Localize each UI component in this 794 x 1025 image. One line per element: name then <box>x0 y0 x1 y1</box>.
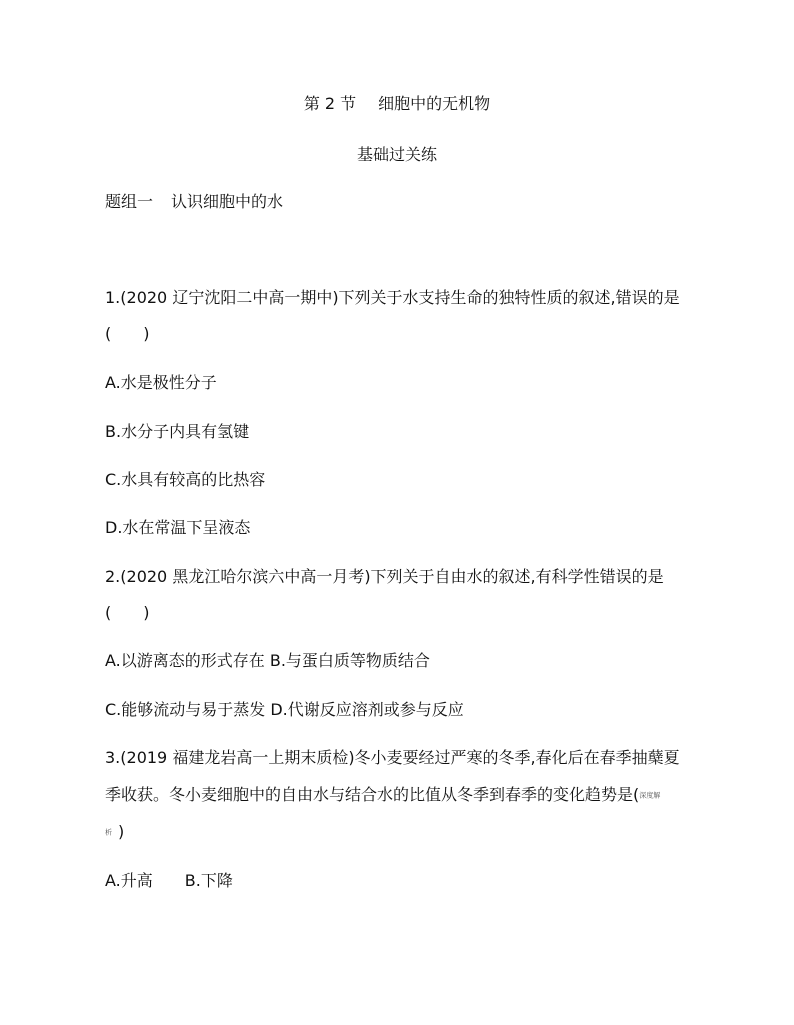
question-2-blank: ( ) <box>105 603 150 622</box>
group-name: 认识细胞中的水 <box>171 192 284 211</box>
question-1-option-d: D.水在常温下呈液态 <box>105 518 251 537</box>
section-name: 细胞中的无机物 <box>378 94 491 113</box>
question-3-options <box>105 871 233 891</box>
question-3-stem-text: 季收获。冬小麦细胞中的自由水与结合水的比值从冬季到春季的变化趋势是( <box>105 785 640 804</box>
question-3-stem-line3 <box>105 822 124 843</box>
group-label: 题组一 <box>105 192 154 211</box>
question-3-option-a: A.升高 <box>105 871 153 890</box>
question-3-stem-line1: 3.(2019 福建龙岩高一上期末质检)冬小麦要经过严寒的冬季,春化后在春季抽蘖夏 <box>105 748 680 767</box>
deep-analysis-tag: 深度解 <box>639 791 661 800</box>
question-3-option-b: B.下降 <box>184 871 233 890</box>
section-title <box>0 94 794 114</box>
question-1-blank: ( ) <box>105 324 150 343</box>
question-2-options-ab: A.以游离态的形式存在 B.与蛋白质等物质结合 <box>105 651 430 670</box>
question-1-stem: 1.(2020 辽宁沈阳二中高一期中)下列关于水支持生命的独特性质的叙述,错误的是 <box>105 288 680 307</box>
section-number: 第 2 节 <box>303 94 357 113</box>
question-3-close-paren: ) <box>118 822 125 841</box>
question-1-option-b: B.水分子内具有氢键 <box>105 422 250 441</box>
question-group-heading <box>105 192 283 212</box>
deep-analysis-tag-cont: 析 <box>105 828 112 837</box>
question-1-option-c: C.水具有较高的比热容 <box>105 470 266 489</box>
practice-subtitle: 基础过关练 <box>356 145 437 164</box>
question-2-stem: 2.(2020 黑龙江哈尔滨六中高一月考)下列关于自由水的叙述,有科学性错误的是 <box>105 567 664 586</box>
question-2-options-cd: C.能够流动与易于蒸发 D.代谢反应溶剂或参与反应 <box>105 700 464 719</box>
question-3-stem-line2 <box>105 785 660 806</box>
question-1-option-a: A.水是极性分子 <box>105 373 217 392</box>
